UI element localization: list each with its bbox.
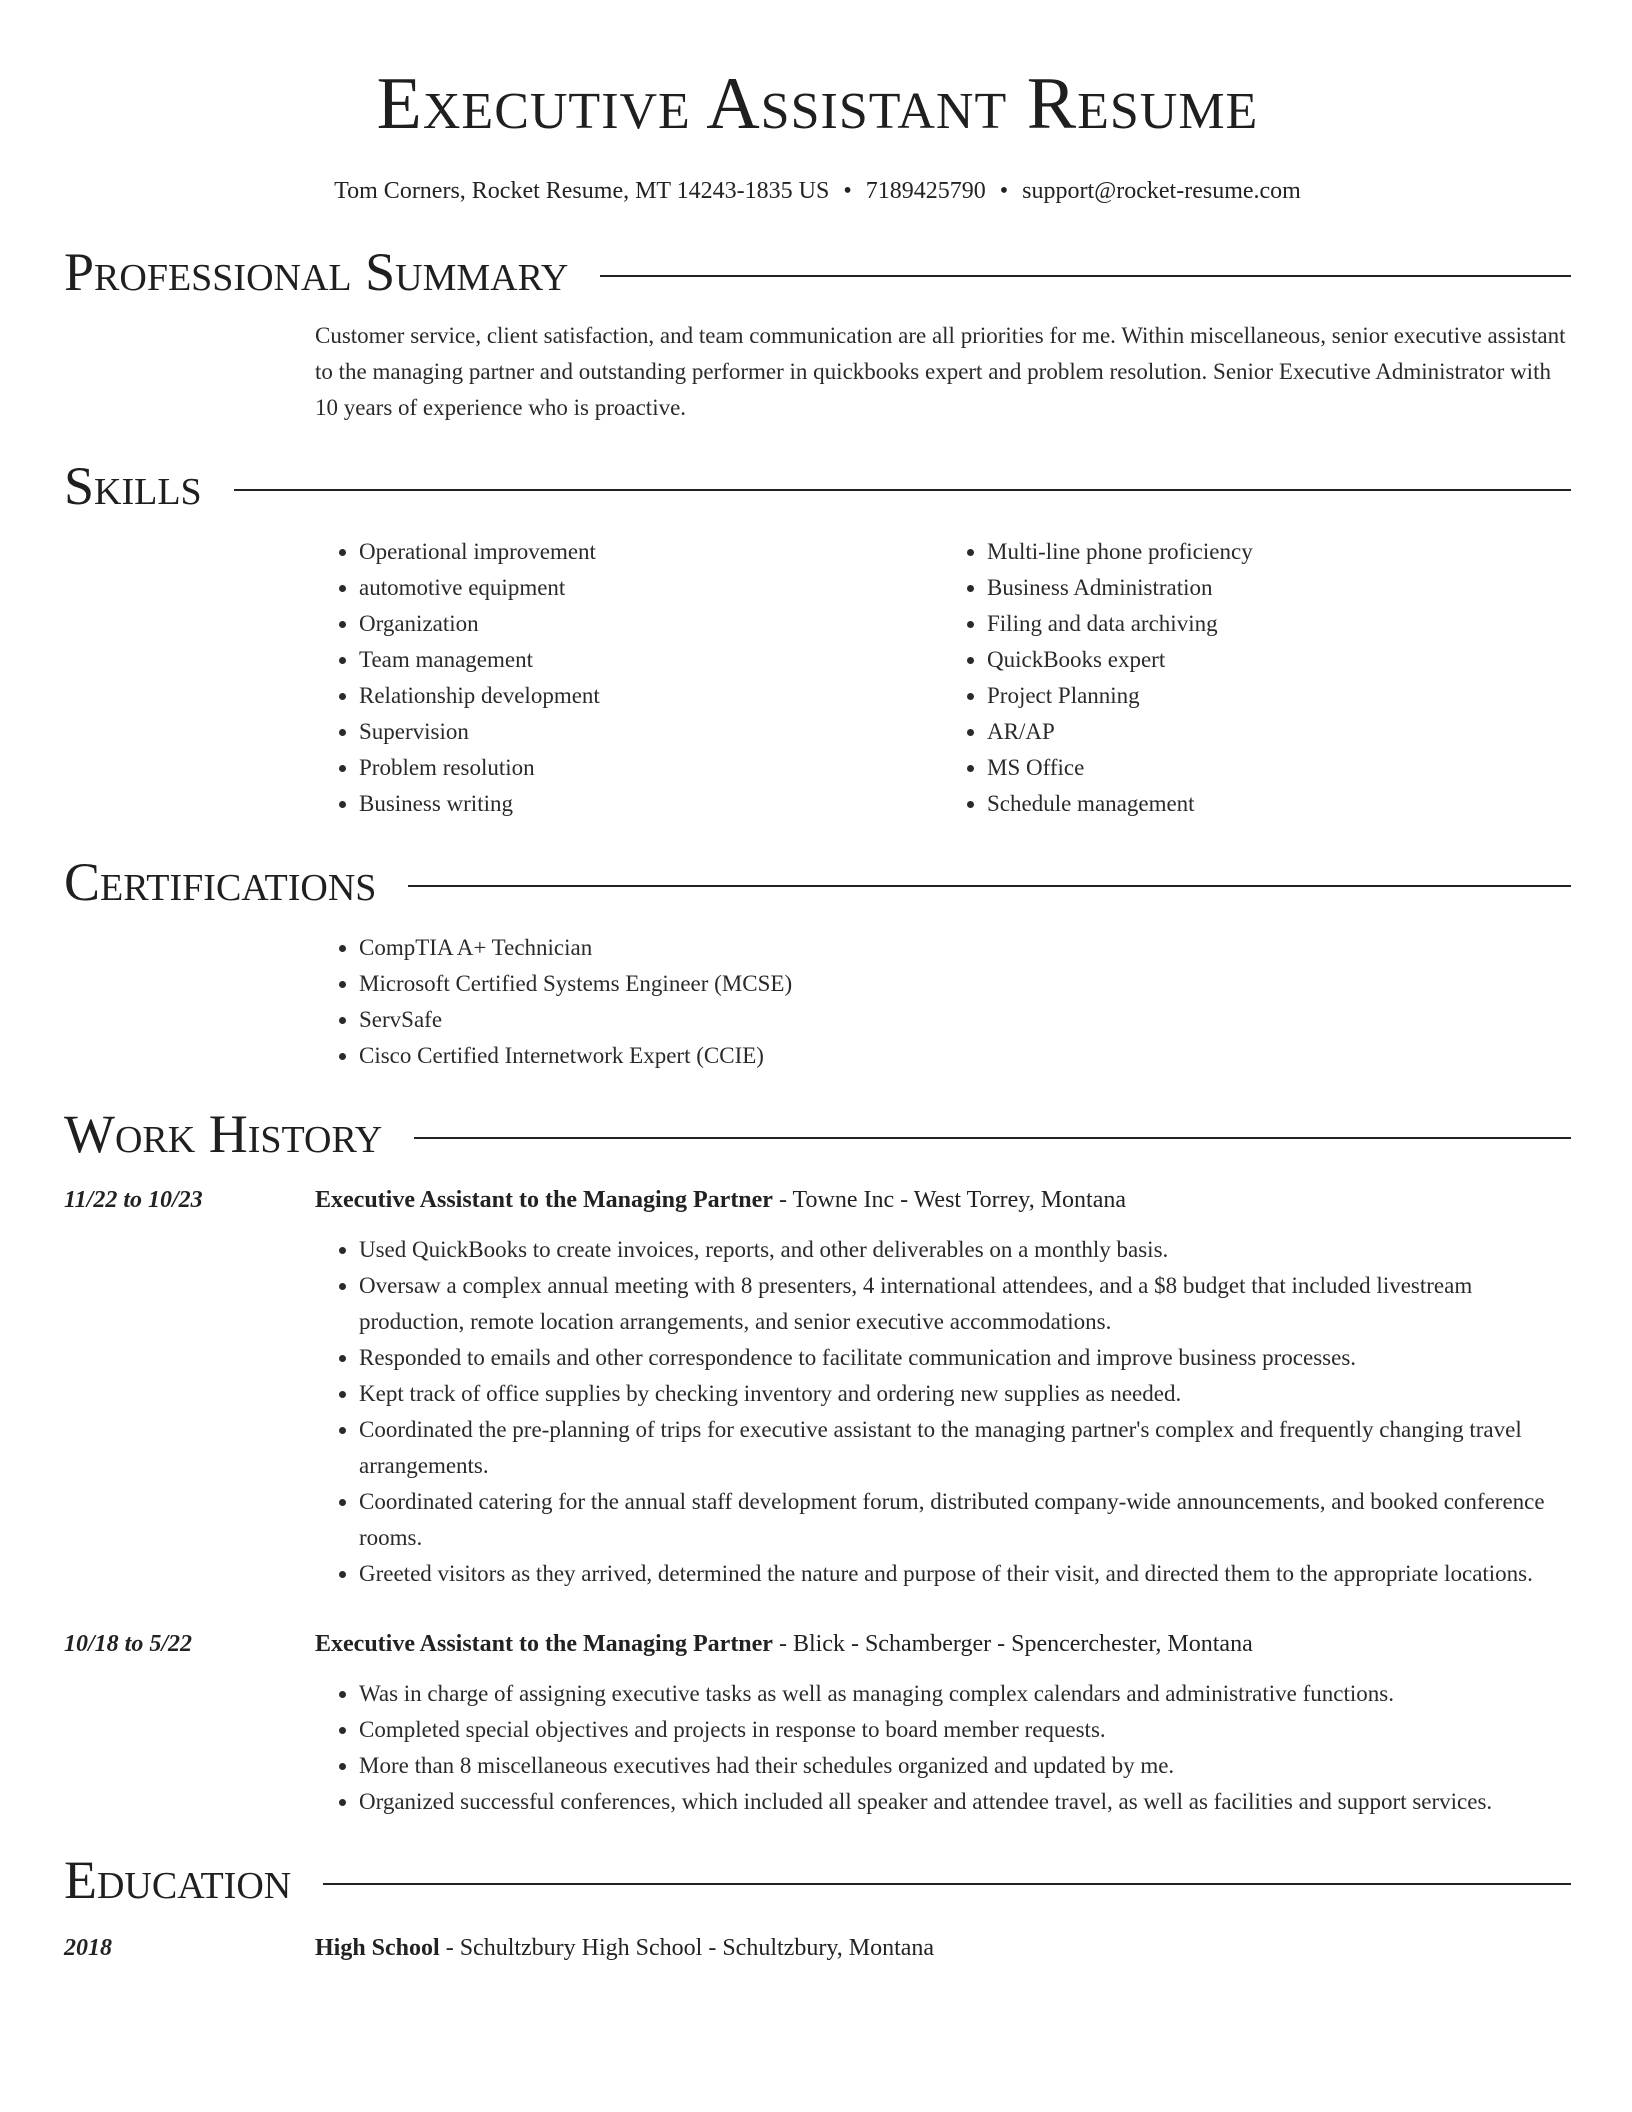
- job-header: [315, 1626, 1571, 1662]
- contact-line: [64, 176, 1571, 206]
- job-title: Executive Assistant to the Managing Partner: [315, 1631, 773, 1657]
- certifications-section-title: Certifications: [64, 852, 377, 912]
- contact-phone: 7189425790: [865, 178, 986, 204]
- job-bullet: • Kept track of office supplies by checking inventory and ordering new supplies as needed.: [359, 1376, 1571, 1412]
- summary-text: Customer service, client satisfaction, and team communication are all priorities for me. Within miscellaneous, senior executive assistant to the managing partner and outstanding performer in quickbooks expert and problem resolution. Senior Executive Administrator with 10 years of experience who is proactive.: [315, 323, 1566, 420]
- section-divider: [408, 885, 1571, 887]
- resume-page: [64, 0, 1571, 1966]
- section-divider: [234, 489, 1571, 491]
- skill-item: • Problem resolution: [359, 750, 943, 786]
- contact-separator: •: [999, 178, 1009, 204]
- skills-grid: [315, 534, 1571, 822]
- education-entry: [64, 1930, 1571, 1966]
- job-bullet: • More than 8 miscellaneous executives had their schedules organized and updated by me.: [359, 1748, 1571, 1784]
- education-header: [315, 1930, 1571, 1966]
- skills-list-left: [315, 534, 943, 822]
- certification-item: • ServSafe: [359, 1002, 1571, 1038]
- skill-item: • Relationship development: [359, 678, 943, 714]
- skill-item: • QuickBooks expert: [987, 642, 1571, 678]
- skill-item: • Business writing: [359, 786, 943, 822]
- job-bullet: • Coordinated catering for the annual staff development forum, distributed company-wide announcements, and booked conference rooms.: [359, 1484, 1571, 1556]
- job-title: Executive Assistant to the Managing Partner: [315, 1187, 773, 1213]
- skill-item: • Supervision: [359, 714, 943, 750]
- job-details: - Towne Inc - West Torrey, Montana: [772, 1187, 1127, 1213]
- skill-item: • Operational improvement: [359, 534, 943, 570]
- job-bullets: [315, 1232, 1571, 1592]
- job-bullet: • Greeted visitors as they arrived, determined the nature and purpose of their visit, and directed them to the appropriate locations.: [359, 1556, 1571, 1592]
- certifications-list: [315, 930, 1571, 1074]
- job-details: - Blick - Schamberger - Spencerchester, Montana: [772, 1631, 1253, 1657]
- skill-item: • Organization: [359, 606, 943, 642]
- job-bullet: • Used QuickBooks to create invoices, reports, and other deliverables on a monthly basis.: [359, 1232, 1571, 1268]
- skill-item: • Filing and data archiving: [987, 606, 1571, 642]
- contact-separator: •: [843, 178, 852, 204]
- skill-item: • Multi-line phone proficiency: [987, 534, 1571, 570]
- education-year: 2018: [64, 1935, 112, 1961]
- education-section-title: Education: [64, 1850, 292, 1910]
- skills-section-title: Skills: [64, 456, 202, 516]
- section-divider: [600, 275, 1571, 277]
- summary-section-header: [64, 242, 1571, 302]
- skills-section-header: [64, 456, 1571, 516]
- contact-email: support@rocket-resume.com: [1022, 178, 1301, 204]
- education-details: - Schultzbury High School - Schultzbury, Montana: [439, 1935, 935, 1961]
- job-bullets: [315, 1676, 1571, 1820]
- section-divider: [323, 1883, 1571, 1885]
- education-degree: High School: [315, 1935, 440, 1961]
- skill-item: • Team management: [359, 642, 943, 678]
- skill-item: • MS Office: [987, 750, 1571, 786]
- job-entry: [64, 1182, 1571, 1592]
- certifications-section-header: [64, 852, 1571, 912]
- skill-item: • automotive equipment: [359, 570, 943, 606]
- summary-section-title: Professional Summary: [64, 242, 569, 302]
- certification-item: • Cisco Certified Internetwork Expert (CCIE): [359, 1038, 1571, 1074]
- job-bullet: • Was in charge of assigning executive tasks as well as managing complex calendars and administrative functions.: [359, 1676, 1571, 1712]
- certification-item: • Microsoft Certified Systems Engineer (MCSE): [359, 966, 1571, 1002]
- skill-item: • Schedule management: [987, 786, 1571, 822]
- work-section-title: Work History: [64, 1104, 383, 1164]
- certification-item: • CompTIA A+ Technician: [359, 930, 1571, 966]
- section-divider: [414, 1137, 1571, 1139]
- job-bullet: • Coordinated the pre-planning of trips for executive assistant to the managing partner's complex and frequently changing travel arrangements.: [359, 1412, 1571, 1484]
- job-dates: 11/22 to 10/23: [64, 1187, 203, 1213]
- job-bullet: • Responded to emails and other correspondence to facilitate communication and improve business processes.: [359, 1340, 1571, 1376]
- job-bullet: • Completed special objectives and projects in response to board member requests.: [359, 1712, 1571, 1748]
- job-entry: [64, 1626, 1571, 1820]
- contact-address: Tom Corners, Rocket Resume, MT 14243-1835 US: [334, 178, 830, 204]
- job-header: [315, 1182, 1571, 1218]
- skill-item: • Business Administration: [987, 570, 1571, 606]
- skill-item: • AR/AP: [987, 714, 1571, 750]
- job-dates: 10/18 to 5/22: [64, 1631, 193, 1657]
- skill-item: • Project Planning: [987, 678, 1571, 714]
- resume-title: Executive Assistant Resume: [376, 63, 1259, 145]
- skills-list-right: [943, 534, 1571, 822]
- job-bullet: • Organized successful conferences, which included all speaker and attendee travel, as well as facilities and support services.: [359, 1784, 1571, 1820]
- work-section-header: [64, 1104, 1571, 1164]
- education-section-header: [64, 1850, 1571, 1910]
- job-bullet: • Oversaw a complex annual meeting with 8 presenters, 4 international attendees, and a $8 budget that included livestream production, remote location arrangements, and senior executive accommodations.: [359, 1268, 1571, 1340]
